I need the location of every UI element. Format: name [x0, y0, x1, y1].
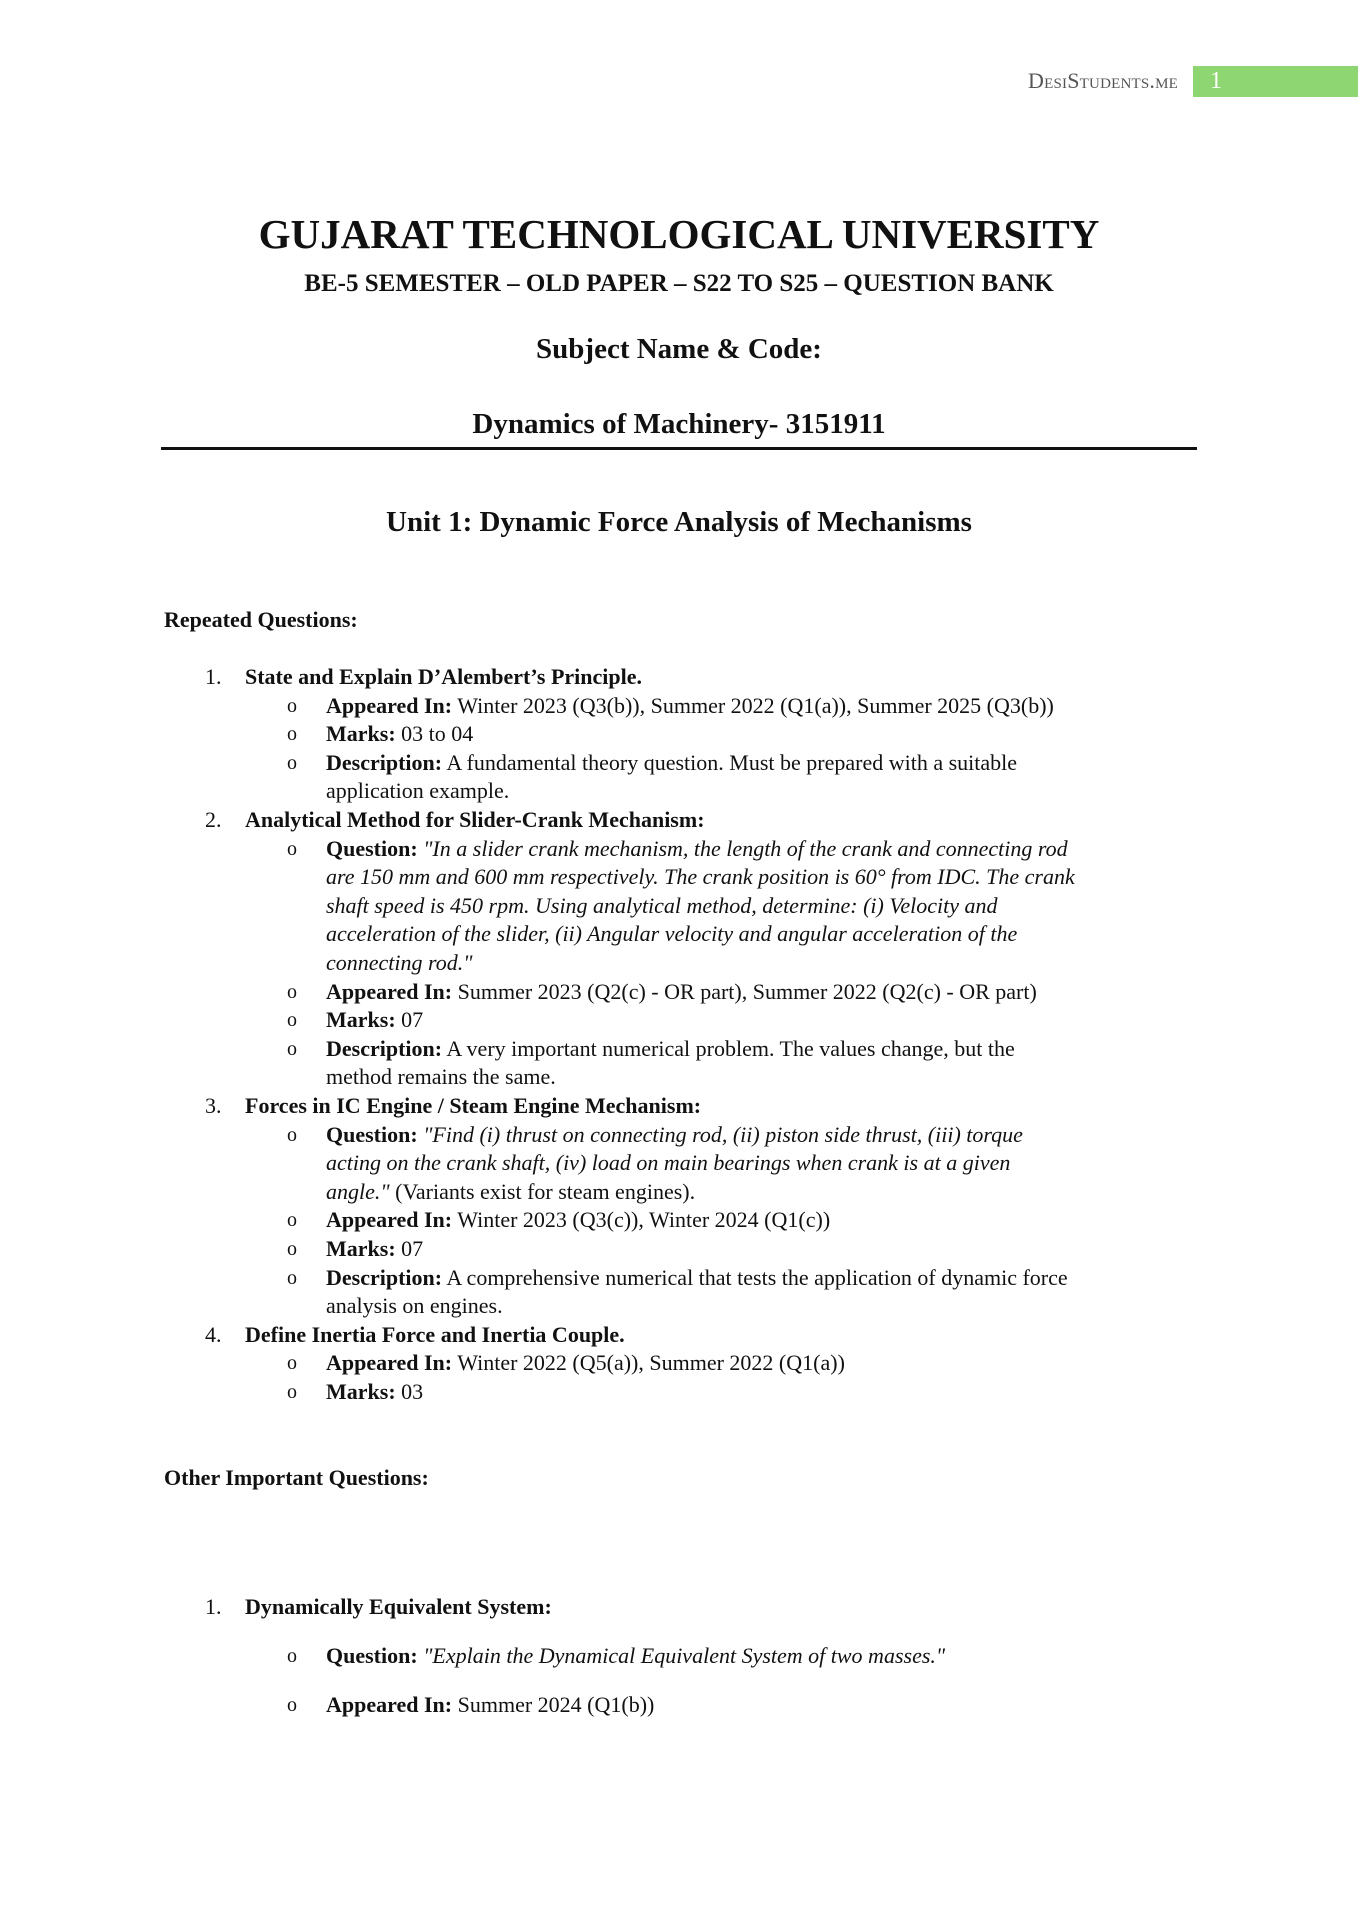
- bullet-icon: o: [287, 1123, 297, 1146]
- detail-value: Summer 2023 (Q2(c) - OR part), Summer 2022 (Q2(c) - OR part): [452, 978, 1037, 1004]
- question-text: "Explain the Dynamical Equivalent System of two masses.": [417, 1643, 946, 1668]
- detail-label: Appeared In:: [326, 978, 453, 1004]
- bullet-icon: o: [287, 1381, 297, 1403]
- detail-value: 07: [395, 1236, 424, 1261]
- question-text: "Find (i) thrust on connecting rod, (ii) piston side thrust, (iii) torque: [417, 1121, 1023, 1147]
- horizontal-divider: [161, 447, 1197, 450]
- detail-label: Question:: [326, 835, 418, 861]
- detail-value: Winter 2022 (Q5(a)), Summer 2022 (Q1(a)): [452, 1350, 845, 1376]
- detail-value: Summer 2024 (Q1(b)): [452, 1692, 655, 1717]
- detail-value: 03 to 04: [395, 721, 474, 747]
- unit-title: Unit 1: Dynamic Force Analysis of Mechanisms: [386, 506, 972, 538]
- subject-label: Subject Name & Code:: [536, 333, 822, 365]
- item-number: 1.: [205, 664, 222, 689]
- bullet-icon: o: [287, 723, 297, 746]
- bullet-icon: o: [287, 1037, 297, 1060]
- question-note: (Variants exist for steam engines).: [389, 1178, 696, 1204]
- bullet-icon: o: [287, 1266, 297, 1289]
- document-subtitle: BE-5 SEMESTER – OLD PAPER – S22 TO S25 – QUESTION BANK: [304, 270, 1054, 297]
- bullet-icon: o: [287, 1209, 297, 1232]
- detail-value: A comprehensive numerical that tests the application of dynamic force: [442, 1264, 1068, 1290]
- detail-value: application example.: [326, 778, 510, 804]
- question-title: State and Explain D’Alembert’s Principle.: [245, 664, 642, 689]
- detail-label: Marks:: [326, 1236, 396, 1261]
- detail-label: Appeared In:: [326, 1207, 453, 1233]
- bullet-icon: o: [287, 694, 297, 717]
- detail-label: Marks:: [326, 1379, 396, 1404]
- item-number: 2.: [205, 807, 222, 832]
- detail-label: Appeared In:: [326, 1350, 453, 1376]
- bullet-icon: o: [287, 837, 297, 860]
- question-title: Define Inertia Force and Inertia Couple.: [245, 1321, 625, 1347]
- detail-value: analysis on engines.: [326, 1293, 503, 1319]
- site-brand: DesiStudents.me: [1028, 68, 1178, 93]
- detail-label: Question:: [326, 1643, 418, 1668]
- detail-label: Description:: [326, 749, 443, 775]
- detail-value: 03: [395, 1379, 424, 1404]
- detail-label: Question:: [326, 1121, 418, 1147]
- bullet-icon: o: [287, 1645, 297, 1667]
- other-questions-heading: Other Important Questions:: [164, 1465, 429, 1490]
- bullet-icon: o: [287, 1694, 297, 1716]
- question-text: are 150 mm and 600 mm respectively. The crank position is 60° from IDC. The crank: [326, 864, 1075, 890]
- repeated-questions-heading: Repeated Questions:: [164, 607, 358, 632]
- page-number: 1: [1210, 68, 1222, 94]
- bullet-icon: o: [287, 1009, 297, 1032]
- question-title: Forces in IC Engine / Steam Engine Mechanism:: [245, 1093, 702, 1118]
- question-text: acceleration of the slider, (ii) Angular velocity and angular acceleration of the: [326, 921, 1018, 947]
- item-number: 1.: [205, 1594, 222, 1619]
- question-text: angle.": [326, 1178, 390, 1204]
- university-title: GUJARAT TECHNOLOGICAL UNIVERSITY: [258, 211, 1100, 257]
- detail-value: Winter 2023 (Q3(c)), Winter 2024 (Q1(c)): [452, 1207, 831, 1233]
- detail-label: Appeared In:: [326, 1692, 453, 1717]
- detail-value: 07: [395, 1007, 424, 1033]
- question-text: shaft speed is 450 rpm. Using analytical method, determine: (i) Velocity and: [326, 892, 998, 918]
- question-text: acting on the crank shaft, (iv) load on main bearings when crank is at a given: [326, 1150, 1011, 1176]
- detail-value: A fundamental theory question. Must be prepared with a suitable: [442, 749, 1018, 775]
- detail-label: Description:: [326, 1035, 443, 1061]
- detail-value: Winter 2023 (Q3(b)), Summer 2022 (Q1(a)), Summer 2025 (Q3(b)): [452, 692, 1054, 718]
- item-number: 3.: [205, 1093, 222, 1118]
- question-title: Analytical Method for Slider-Crank Mechanism:: [245, 807, 705, 832]
- question-text: "In a slider crank mechanism, the length of the crank and connecting rod: [417, 835, 1068, 861]
- bullet-icon: o: [287, 1352, 297, 1375]
- bullet-icon: o: [287, 1238, 297, 1260]
- detail-value: A very important numerical problem. The values change, but the: [442, 1035, 1015, 1061]
- question-text: connecting rod.": [326, 950, 473, 975]
- question-title: Dynamically Equivalent System:: [245, 1594, 552, 1619]
- detail-label: Appeared In:: [326, 692, 453, 718]
- bullet-icon: o: [287, 980, 297, 1003]
- item-number: 4.: [205, 1321, 222, 1347]
- detail-value: method remains the same.: [326, 1064, 556, 1090]
- detail-label: Description:: [326, 1264, 443, 1290]
- subject-name-code: Dynamics of Machinery- 3151911: [472, 408, 886, 440]
- bullet-icon: o: [287, 751, 297, 774]
- detail-label: Marks:: [326, 1007, 396, 1033]
- detail-label: Marks:: [326, 721, 396, 747]
